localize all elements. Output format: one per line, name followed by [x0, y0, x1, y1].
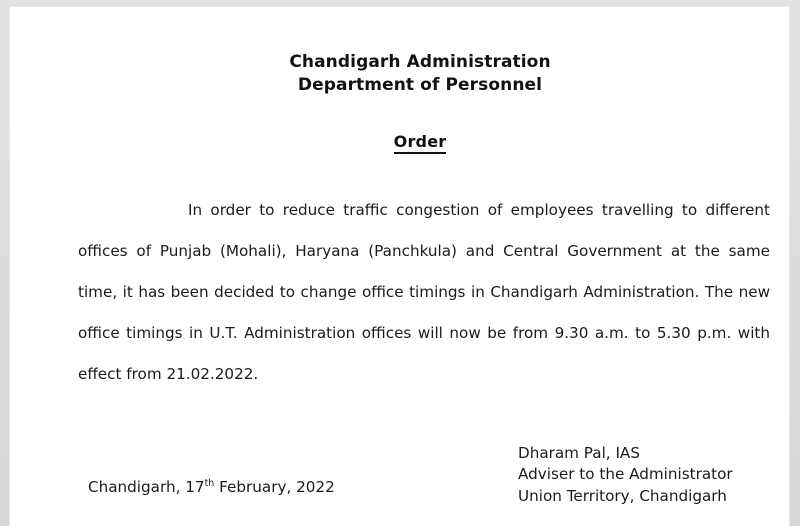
signatory-name: Dharam Pal, IAS	[518, 443, 640, 462]
place-and-date	[88, 478, 335, 496]
date-ordinal-suffix: th	[204, 477, 215, 489]
signature-block	[518, 443, 733, 508]
page-title: Order	[394, 132, 447, 154]
document-header	[68, 51, 772, 97]
order-title-container	[68, 132, 772, 154]
date-month-year: February, 2022	[214, 478, 335, 496]
order-body-paragraph	[68, 190, 772, 395]
signatory-designation: Adviser to the Administrator	[518, 465, 733, 483]
header-department: Department of Personnel	[297, 75, 543, 95]
document-footer	[68, 437, 769, 513]
order-body-text: In order to reduce traffic congestion of employees travelling to different offices of Punjab (Mohali), Haryana (Panchkula) and Central Government at the same time, it has been decided to change office timings in Chandigarh Administration. The new office timings in U.T. Administration offices will now be from 9.30 a.m. to 5.30 p.m. with effect from 21.02.2022.	[78, 201, 770, 383]
document-page	[10, 7, 789, 526]
place-date-prefix: Chandigarh, 17	[88, 478, 205, 496]
signatory-jurisdiction: Union Territory, Chandigarh	[518, 486, 727, 505]
header-organization: Chandigarh Administration	[289, 52, 551, 72]
